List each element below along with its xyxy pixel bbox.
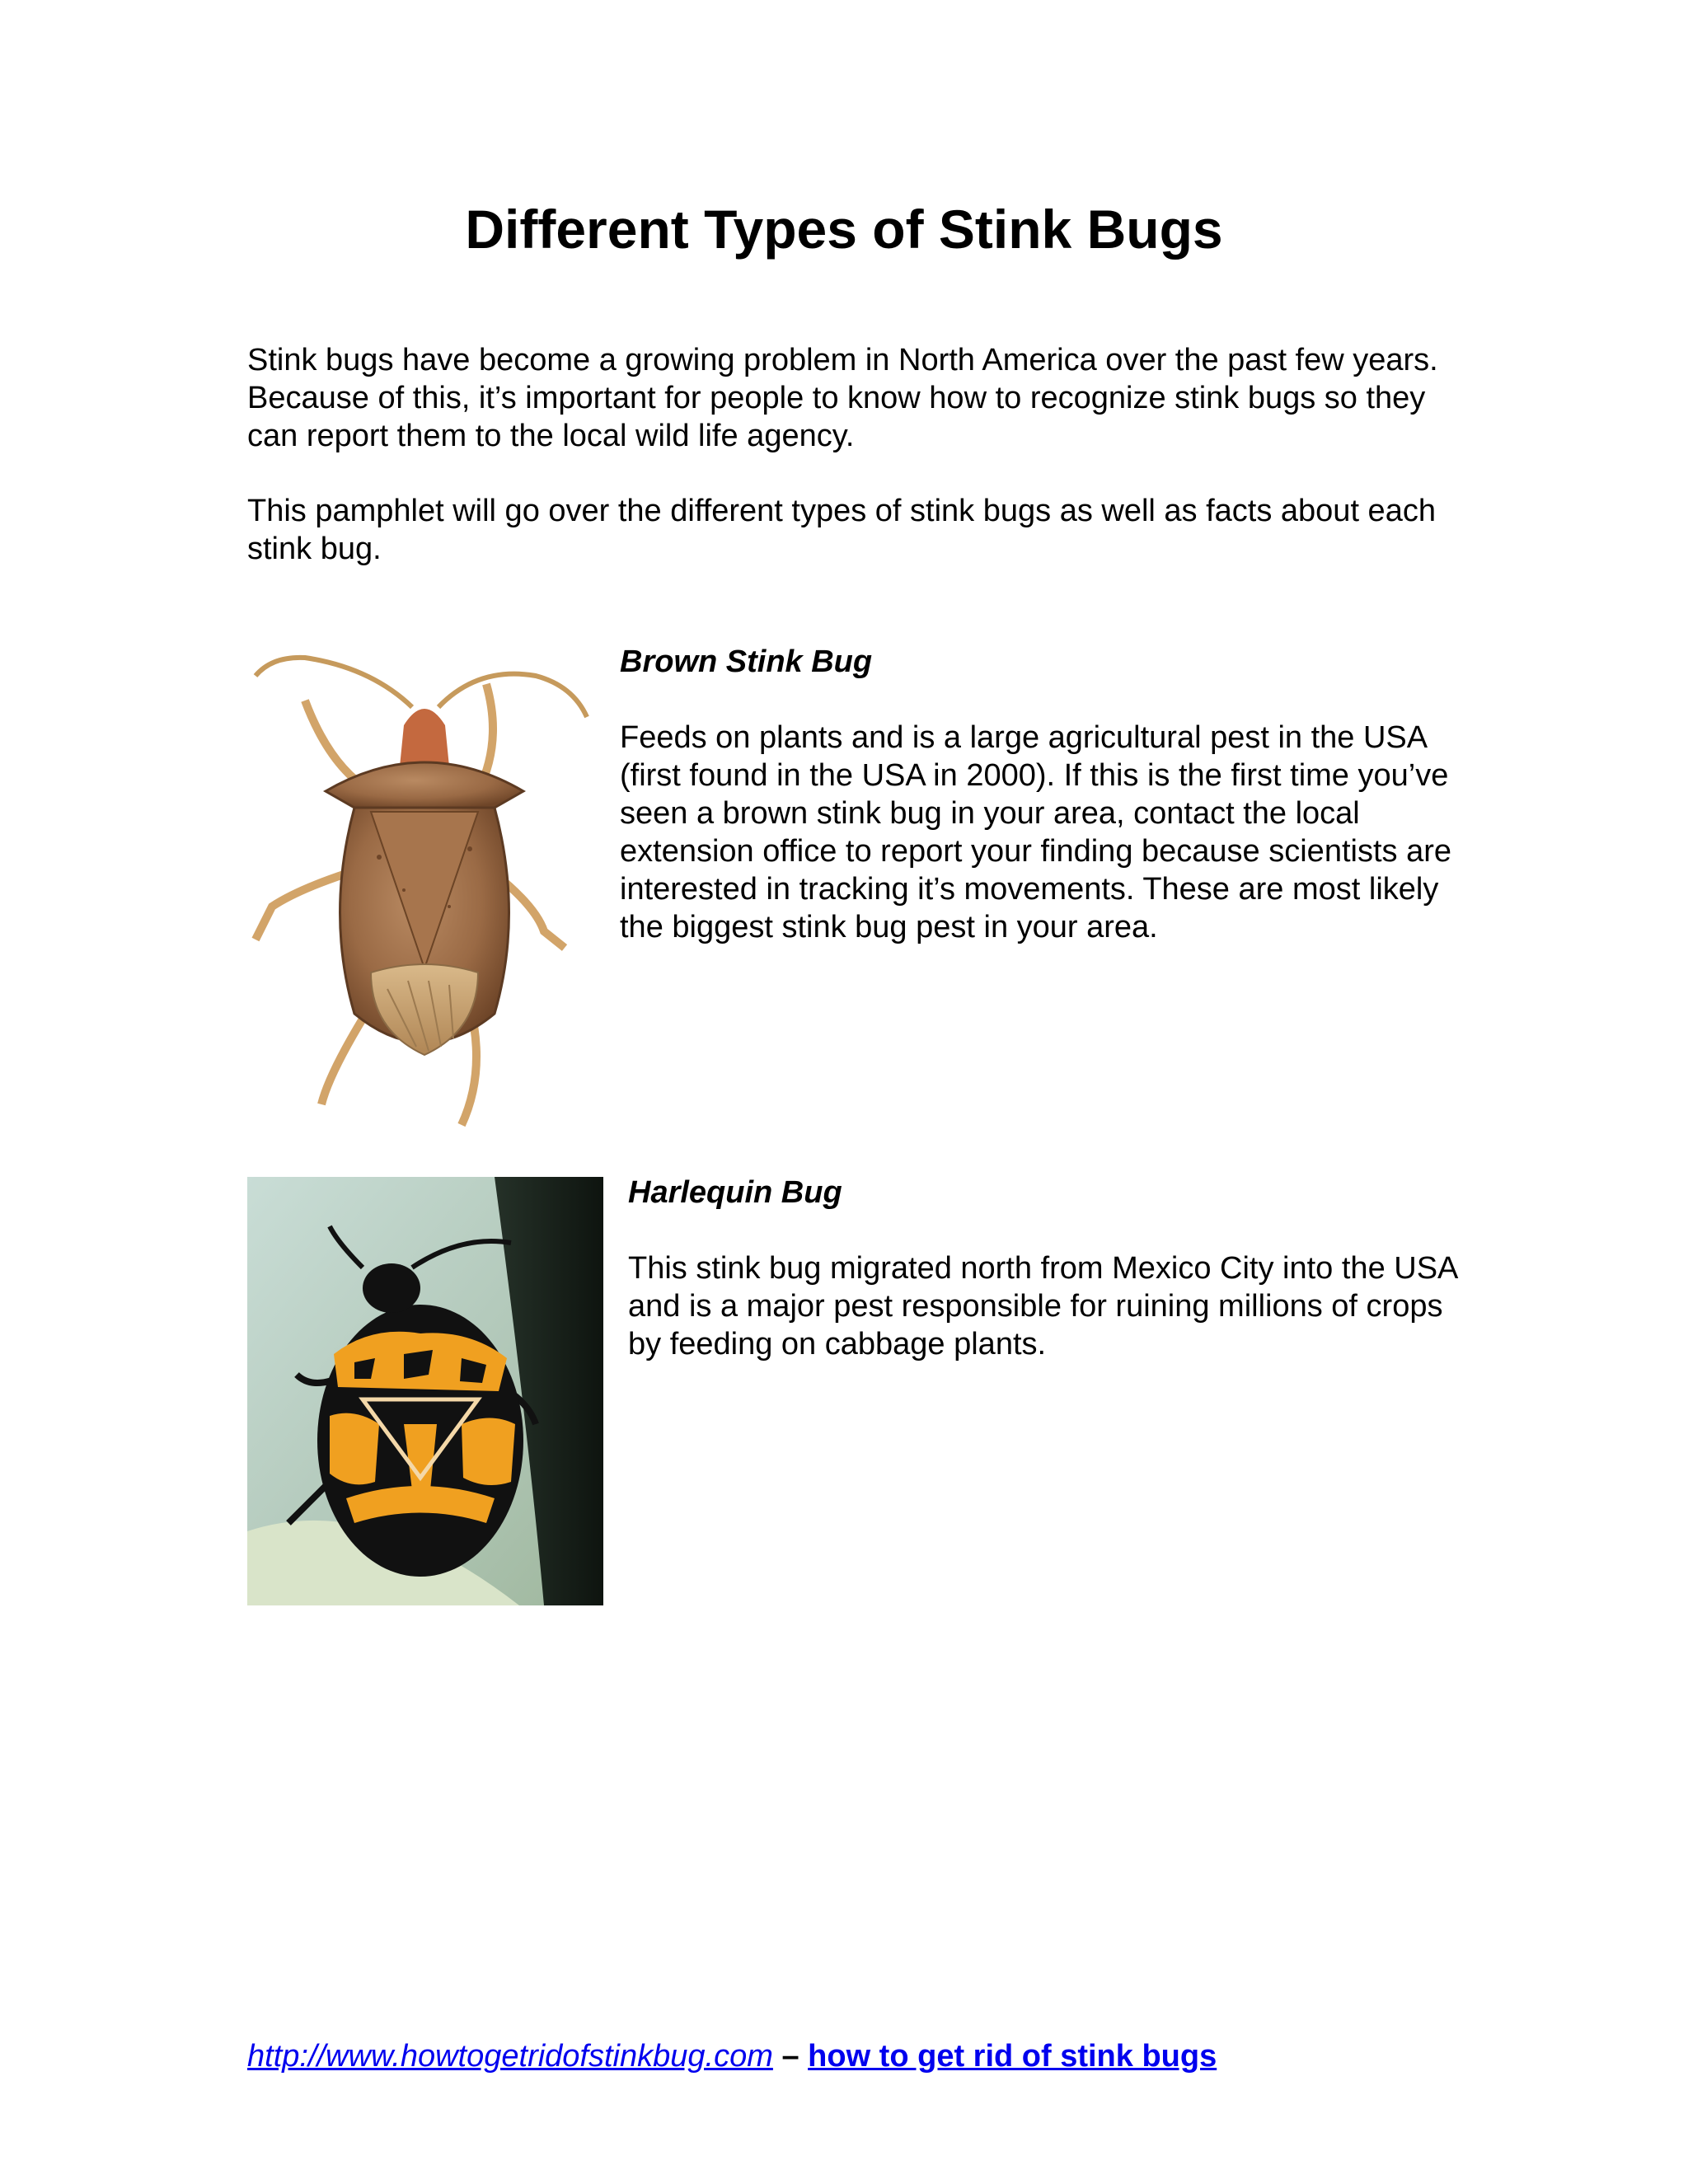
brown-stink-bug-section — [620, 643, 1461, 946]
intro-paragraph-2: This pamphlet will go over the different types of stink bugs as well as facts about each stink bug. — [247, 494, 1436, 566]
footer-separator: – — [781, 2039, 799, 2074]
page-title: Different Types of Stink Bugs — [465, 199, 1223, 260]
footer — [247, 2037, 1217, 2075]
brown-stink-bug-heading: Brown Stink Bug — [620, 644, 873, 679]
intro-paragraph-1: Stink bugs have become a growing problem in North America over the past few years. Because of this, it’s important for people to know how to recognize stink bugs so they can report them to the local wild life agency. — [247, 343, 1438, 453]
harlequin-bug-heading: Harlequin Bug — [628, 1175, 842, 1210]
harlequin-bug-description: This stink bug migrated north from Mexico City into the USA and is a major pest responsible for ruining millions of crops by feeding on cabbage plants. — [628, 1251, 1457, 1361]
brown-stink-bug-image — [247, 643, 593, 1131]
harlequin-bug-image — [247, 1177, 603, 1605]
footer-url-link[interactable]: http://www.howtogetridofstinkbug.com — [247, 2039, 773, 2074]
footer-keyword-link[interactable]: how to get rid of stink bugs — [808, 2039, 1217, 2074]
brown-stink-bug-description: Feeds on plants and is a large agricultural pest in the USA (first found in the USA in 2000). If this is the first time you’ve seen a brown stink bug in your area, contact the local extension office to report your finding because scientists are interested in tracking it’s movements. These are most likely the biggest stink bug pest in your area. — [620, 720, 1451, 944]
harlequin-bug-section — [628, 1174, 1469, 1363]
